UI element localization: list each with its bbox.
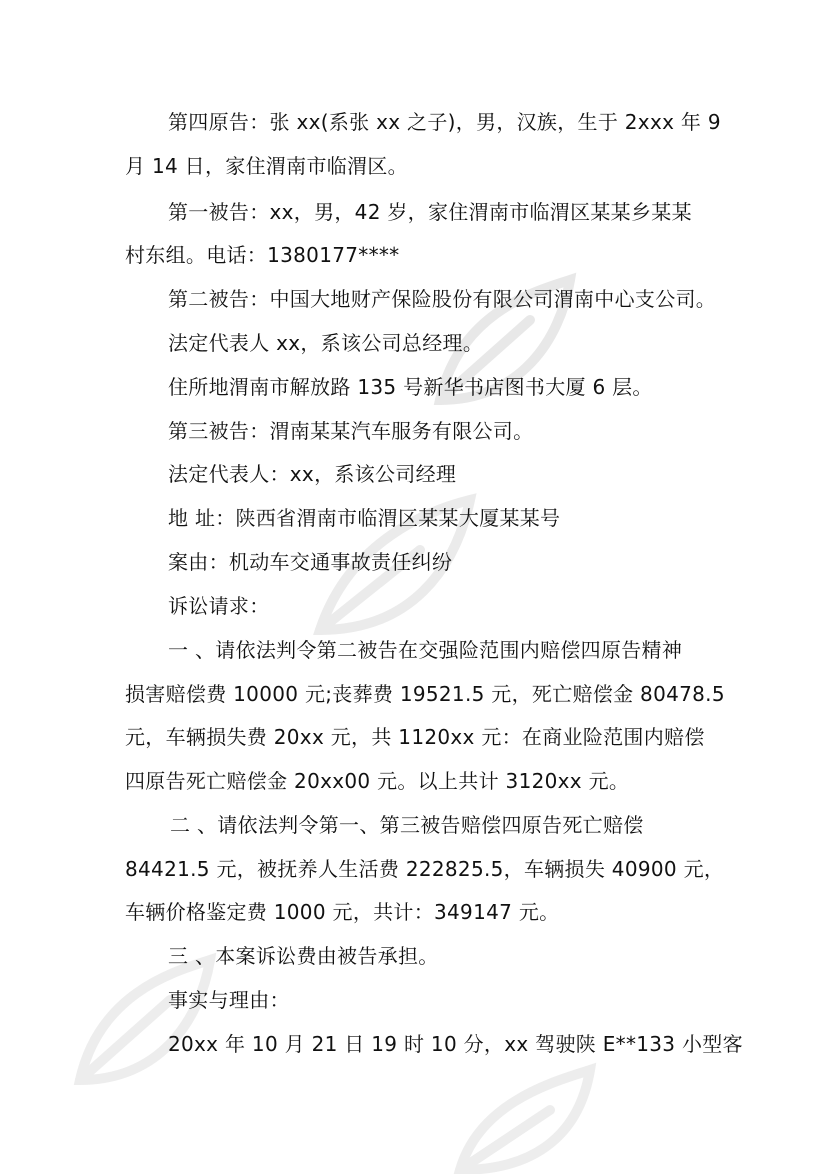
text-line: 法定代表人 xx，系该公司总经理。 — [168, 331, 484, 355]
text-line: 诉讼请求： — [168, 594, 270, 618]
text-line: 一 、请依法判令第二被告在交强险范围内赔偿四原告精神 — [168, 638, 683, 662]
text-line: 事实与理由： — [168, 988, 290, 1012]
text-line: 地 址：陕西省渭南市临渭区某某大厦某某号 — [168, 506, 561, 530]
text-line: 第一被告：xx，男，42 岁，家住渭南市临渭区某某乡某某 — [168, 200, 692, 224]
text-line: 第四原告：张 xx(系张 xx 之子)，男，汉族，生于 2xxx 年 9 — [168, 110, 721, 134]
text-line: 村东组。电话：1380177**** — [125, 243, 400, 267]
text-line: 三 、本案诉讼费由被告承担。 — [168, 944, 439, 968]
text-line: 二 、请依法判令第一、第三被告赔偿四原告死亡赔偿 — [170, 813, 644, 837]
text-line: 第二被告：中国大地财产保险股份有限公司渭南中心支公司。 — [168, 287, 717, 311]
text-line: 案由：机动车交通事故责任纠纷 — [168, 550, 453, 574]
text-line: 车辆价格鉴定费 1000 元，共计：349147 元。 — [125, 900, 560, 924]
text-line: 月 14 日，家住渭南市临渭区。 — [125, 154, 408, 178]
leaf-watermark-icon — [420, 1040, 620, 1174]
text-line: 住所地渭南市解放路 135 号新华书店图书大厦 6 层。 — [168, 375, 653, 399]
text-line: 20xx 年 10 月 21 日 19 时 10 分，xx 驾驶陕 E**133 小型客 — [168, 1032, 743, 1056]
text-line: 四原告死亡赔偿金 20xx00 元。以上共计 3120xx 元。 — [125, 769, 630, 793]
text-line: 第三被告：渭南某某汽车服务有限公司。 — [168, 419, 534, 443]
text-line: 84421.5 元，被抚养人生活费 222825.5，车辆损失 40900 元， — [125, 857, 725, 881]
text-line: 法定代表人：xx，系该公司经理 — [168, 462, 457, 486]
text-line: 元，车辆损失费 20xx 元，共 1120xx 元：在商业险范围内赔偿 — [125, 725, 705, 749]
text-line: 损害赔偿费 10000 元;丧葬费 19521.5 元，死亡赔偿金 80478.5 — [125, 682, 725, 706]
